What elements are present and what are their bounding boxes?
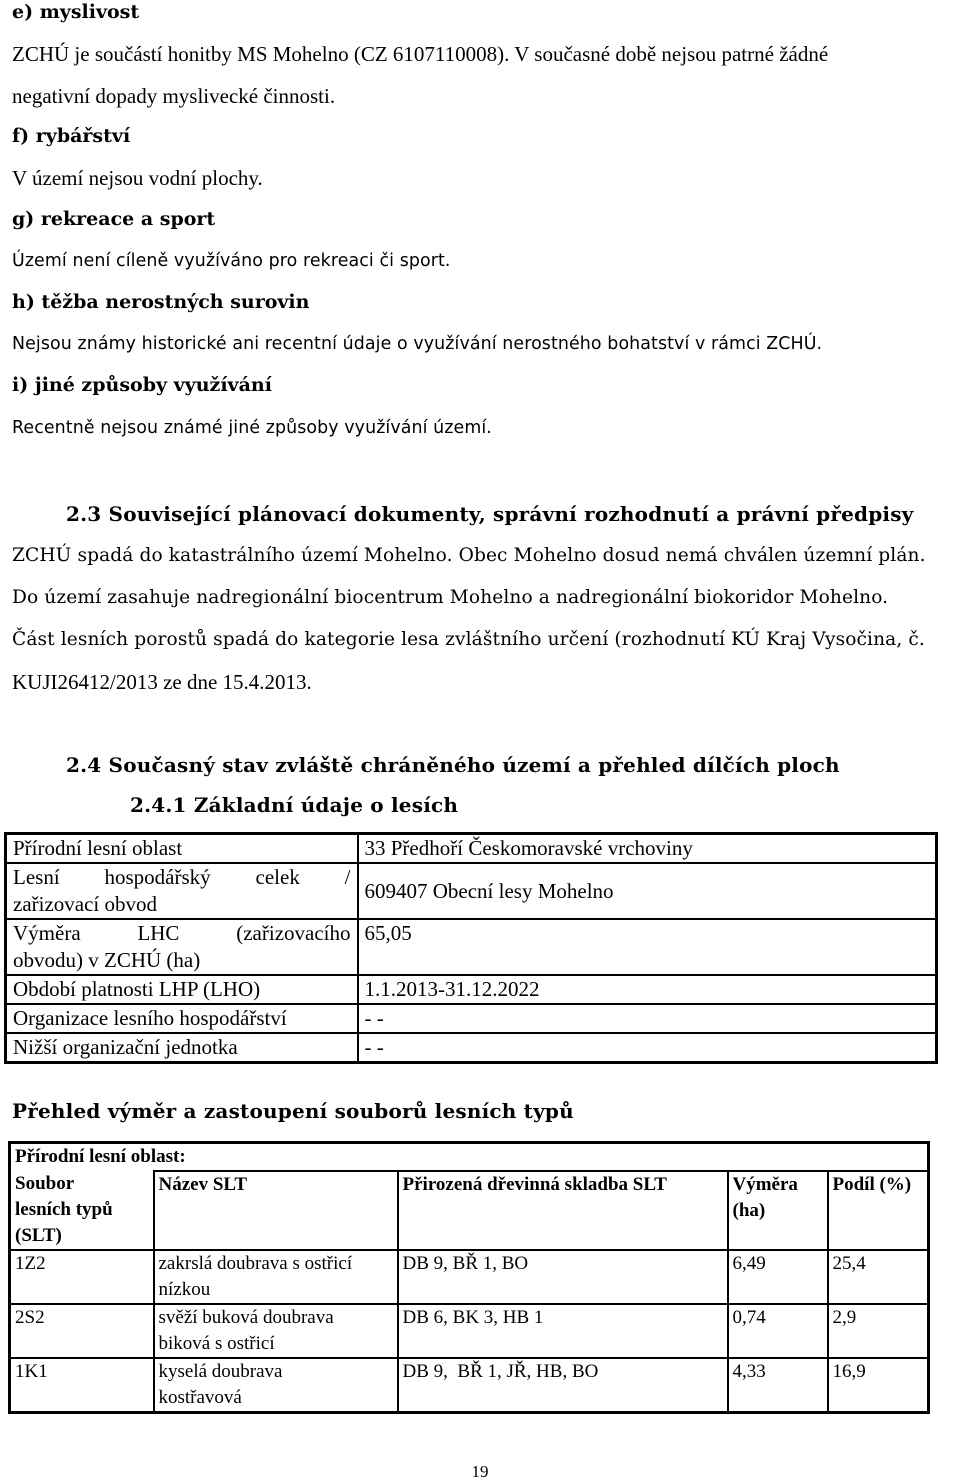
cell-name	[154, 1358, 398, 1413]
table-row	[6, 919, 937, 975]
cell-share: 2,9	[828, 1304, 929, 1358]
management-unit-label-l2: zařizovací obvod	[13, 892, 158, 916]
cell-slt: 1K1	[10, 1358, 154, 1413]
table-row	[10, 1143, 929, 1172]
section-f-text: V území nejsou vodní plochy.	[12, 166, 263, 190]
management-unit-label	[6, 863, 358, 919]
table-row	[6, 975, 937, 1004]
header-slt-l2: lesních typů	[15, 1199, 113, 1220]
sub-unit-label: Nižší organizační jednotka	[6, 1033, 358, 1063]
section-2-4-heading: 2.4 Současný stav zvláště chráněného území a přehled dílčích ploch	[66, 753, 840, 777]
section-2-3-text-line2: Do území zasahuje nadregionální biocentrum Mohelno a nadregionální biokoridor Mohelno.	[12, 587, 889, 608]
section-2-3-heading: 2.3 Související plánovací dokumenty, správní rozhodnutí a právní předpisy	[66, 502, 914, 526]
cell-name-l1: zakrslá doubrava s ostřicí	[158, 1253, 353, 1274]
validity-label: Období platnosti LHP (LHO)	[6, 975, 358, 1004]
cell-name-l2: nízkou	[158, 1279, 211, 1300]
cell-area: 6,49	[728, 1250, 828, 1304]
cell-composition: DB 9, BŘ 1, JŘ, HB, BO	[398, 1358, 728, 1413]
validity-value: 1.1.2013-31.12.2022	[358, 975, 937, 1004]
header-slt	[10, 1171, 154, 1250]
table-row	[6, 1033, 937, 1063]
label-word: hospodářský	[104, 865, 211, 889]
forest-region-label: Přírodní lesní oblast	[6, 834, 358, 864]
forest-types-table	[8, 1141, 930, 1414]
section-h-text: Nejsou známy historické ani recentní údaje o využívání nerostného bohatství v rámci ZCHÚ.	[12, 334, 823, 354]
cell-area: 4,33	[728, 1358, 828, 1413]
table-row	[10, 1358, 929, 1413]
cell-name-l1: svěží buková doubrava	[158, 1307, 334, 1328]
cell-name-l2: kostřavová	[158, 1387, 242, 1408]
cell-share: 16,9	[828, 1358, 929, 1413]
header-name: Název SLT	[154, 1171, 398, 1250]
table-row	[10, 1304, 929, 1358]
cell-slt: 1Z2	[10, 1250, 154, 1304]
table-row	[6, 863, 937, 919]
section-2-3-text-line1: ZCHÚ spadá do katastrálního území Mohelno. Obec Mohelno dosud nemá chválen územní plán.	[12, 545, 926, 566]
header-area-l2: (ha)	[732, 1200, 766, 1221]
label-word: (zařizovacího	[236, 921, 351, 945]
section-e-text-line1: ZCHÚ je součástí honitby MS Mohelno (CZ 6107110008). V současné době nejsou patrné žádné	[12, 42, 829, 66]
table-row	[10, 1250, 929, 1304]
cell-composition: DB 6, BK 3, HB 1	[398, 1304, 728, 1358]
section-g-heading: g) rekreace a sport	[12, 208, 216, 230]
section-f-heading: f) rybářství	[12, 125, 131, 147]
cell-slt: 2S2	[10, 1304, 154, 1358]
cell-area: 0,74	[728, 1304, 828, 1358]
overview-heading: Přehled výměr a zastoupení souborů lesních typů	[12, 1099, 574, 1123]
header-area-l1: Výměra	[732, 1174, 798, 1195]
header-slt-l3: (SLT)	[15, 1225, 62, 1246]
table-header-row	[10, 1171, 929, 1250]
page-number: 19	[471, 1462, 489, 1481]
forest-region-value: 33 Předhoří Českomoravské vrchoviny	[358, 834, 937, 864]
organization-value: - -	[358, 1004, 937, 1033]
section-2-3-text-line3: Část lesních porostů spadá do kategorie lesa zvláštního určení (rozhodnutí KÚ Kraj Vysočina, č.	[12, 629, 925, 650]
section-2-3-text-line4: KUJI26412/2013 ze dne 15.4.2013.	[12, 670, 312, 694]
section-h-heading: h) těžba nerostných surovin	[12, 291, 310, 313]
label-word: Lesní	[13, 865, 60, 889]
label-word: LHC	[137, 921, 180, 945]
table-row	[6, 834, 937, 864]
table-row	[6, 1004, 937, 1033]
area-label	[6, 919, 358, 975]
management-unit-value: 609407 Obecní lesy Mohelno	[358, 863, 937, 919]
section-g-text: Území není cíleně využíváno pro rekreaci či sport.	[12, 251, 451, 271]
cell-composition: DB 9, BŘ 1, BO	[398, 1250, 728, 1304]
section-e-heading: e) myslivost	[12, 1, 140, 23]
header-composition: Přirozená dřevinná skladba SLT	[398, 1171, 728, 1250]
label-word: /	[344, 865, 351, 889]
section-i-heading: i) jiné způsoby využívání	[12, 374, 272, 396]
area-label-l2: obvodu) v ZCHÚ (ha)	[13, 948, 201, 972]
area-value: 65,05	[358, 919, 937, 975]
section-2-4-1-heading: 2.4.1 Základní údaje o lesích	[130, 793, 459, 817]
header-slt-l1: Soubor	[15, 1173, 75, 1194]
cell-name	[154, 1250, 398, 1304]
header-area	[728, 1171, 828, 1250]
section-i-text: Recentně nejsou známé jiné způsoby využívání území.	[12, 418, 492, 438]
cell-name	[154, 1304, 398, 1358]
forest-basic-data-table	[4, 832, 938, 1064]
cell-name-l2: biková s ostřicí	[158, 1333, 275, 1354]
sub-unit-value: - -	[358, 1033, 937, 1063]
cell-share: 25,4	[828, 1250, 929, 1304]
cell-name-l1: kyselá doubrava	[158, 1361, 283, 1382]
label-word: celek	[255, 865, 300, 889]
organization-label: Organizace lesního hospodářství	[6, 1004, 358, 1033]
region-label: Přírodní lesní oblast:	[10, 1143, 929, 1172]
header-share: Podíl (%)	[828, 1171, 929, 1250]
section-e-text-line2: negativní dopady myslivecké činnosti.	[12, 84, 336, 108]
label-word: Výměra	[13, 921, 81, 945]
